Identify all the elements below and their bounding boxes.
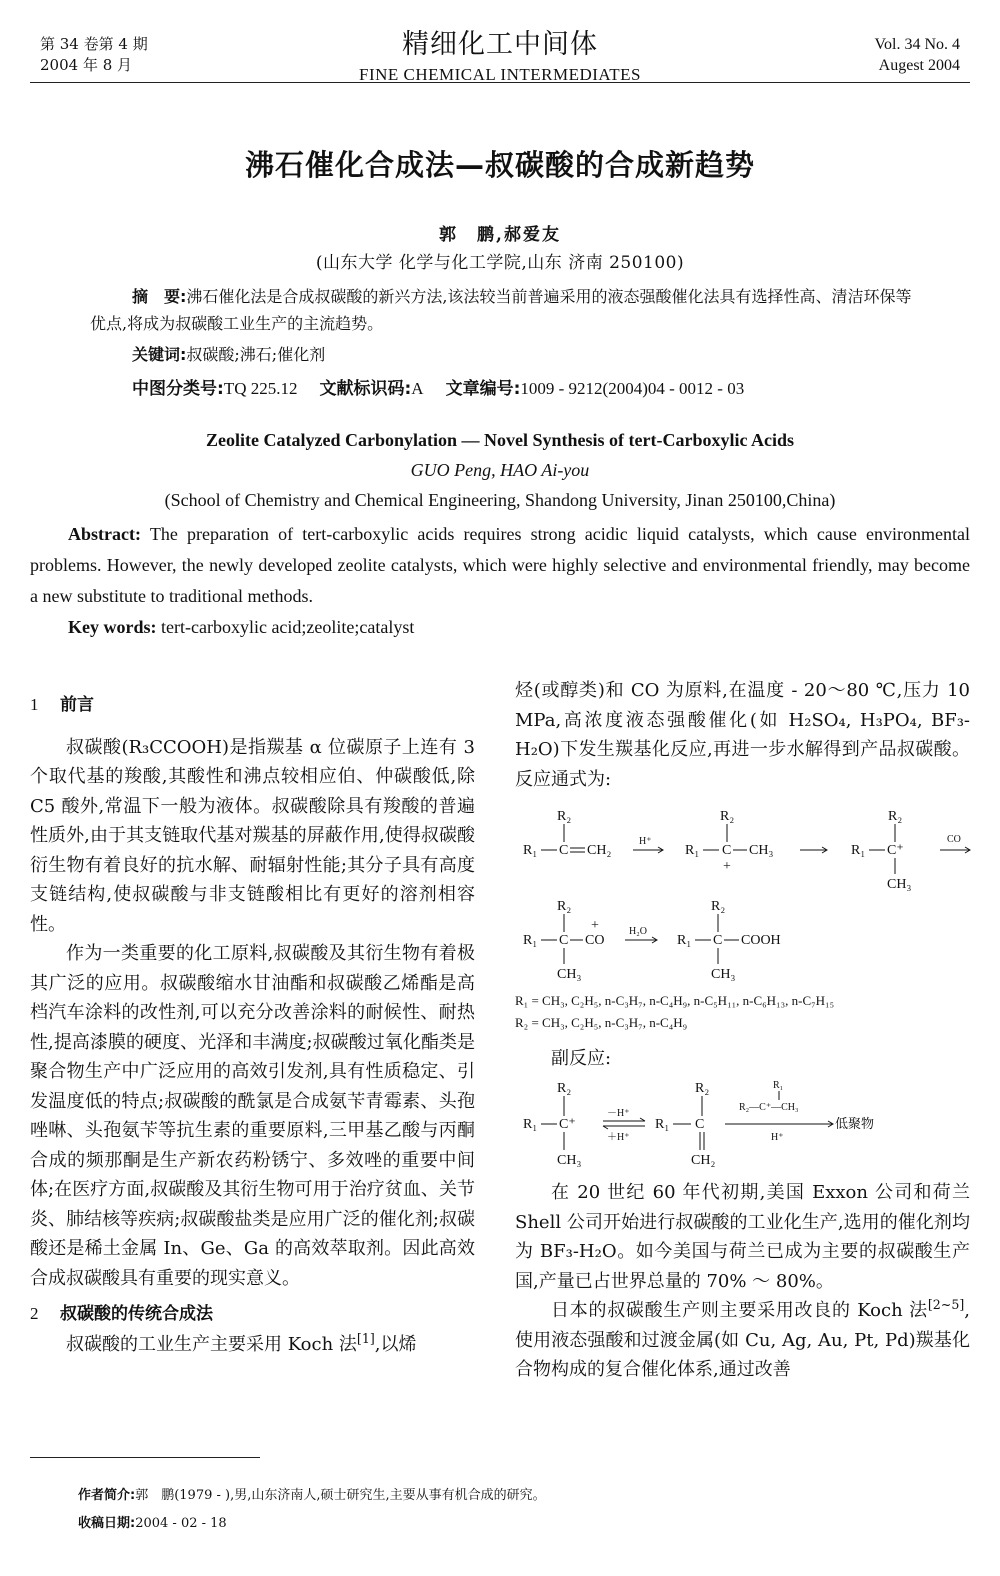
section-1-heading xyxy=(30,690,475,721)
mol1-c: C xyxy=(559,843,569,858)
eq-plus-h: ＋H⁺ xyxy=(607,1132,630,1143)
arrow3-co: CO xyxy=(947,834,961,845)
mol3-r2: R₂ xyxy=(888,809,903,824)
mol2-plus: + xyxy=(723,859,731,874)
journal-volume-cn xyxy=(40,34,148,76)
polymer-hplus: H⁺ xyxy=(771,1132,784,1143)
authors-cn: 郭 鹏,郝爱友 xyxy=(439,225,561,245)
side-mol2-c: C xyxy=(695,1117,705,1132)
right-paragraph-3 xyxy=(515,1296,970,1385)
mol2-c: C xyxy=(722,843,732,858)
mol4-ch3: CH₃ xyxy=(557,967,582,982)
mol5-c: C xyxy=(713,933,723,948)
classification-row xyxy=(132,374,744,399)
affiliation-en: (School of Chemistry and Chemical Engineering, Shandong University, Jinan 250100,China) xyxy=(164,490,836,510)
mol2-r2: R₂ xyxy=(720,809,735,824)
side-mol1-r1: R₁ xyxy=(523,1117,538,1132)
section-2-heading xyxy=(30,1299,475,1330)
clc-value: TQ 225.12 xyxy=(223,379,298,398)
section-2-title: 叔碳酸的传统合成法 xyxy=(60,1304,213,1324)
side-mol2-r1: R₁ xyxy=(655,1117,670,1132)
left-column xyxy=(30,690,475,1359)
mol2-ch3: CH₃ xyxy=(749,843,774,858)
mol3-r1: R₁ xyxy=(851,843,866,858)
main-reaction-scheme xyxy=(515,808,975,988)
footnote-divider xyxy=(30,1457,260,1458)
right-paragraph-1: 烃(或醇类)和 CO 为原料,在温度 - 20～80 ℃,压力 10 MPa,高浓度液态强酸催化(如 H₂SO₄, H₃PO₄, BF₃-H₂O)下发生羰基化反应,再进一步水解得到产品叔碳酸。反应通式为: xyxy=(515,680,970,790)
r2-definition: R₂ = CH₃, C₂H₅, n-C₃H₇, n-C₄H₉ xyxy=(515,1015,688,1030)
abstract-cn xyxy=(90,283,920,337)
mol4-r2: R₂ xyxy=(557,899,572,914)
keywords-en xyxy=(68,617,414,638)
section-1-title: 前言 xyxy=(60,695,94,715)
citation-ref-1: [1] xyxy=(356,1330,375,1346)
mol3-ch3: CH₃ xyxy=(887,877,912,892)
title-en: Zeolite Catalyzed Carbonylation — Novel Synthesis of tert-Carboxylic Acids xyxy=(206,430,794,450)
received-date xyxy=(78,1512,227,1531)
header-divider xyxy=(30,82,970,83)
mol3-cplus: C⁺ xyxy=(887,843,904,858)
side-reaction-label: 副反应: xyxy=(551,1048,612,1069)
journal-volume-en xyxy=(875,34,961,76)
side-mol1-r2: R₂ xyxy=(557,1081,572,1096)
page-title: 沸石催化合成法—叔碳酸的合成新趋势 xyxy=(244,148,755,182)
right-paragraph-3-text: 日本的叔碳酸生产则主要采用改良的 Koch 法 xyxy=(551,1300,928,1321)
mol5-r1: R₁ xyxy=(677,933,692,948)
r1-definition: R₁ = CH₃, C₂H₅, n-C₃H₇, n-C₄H₉, n-C₅H₁₁, n-C₆H₁₃, n-C₇H₁₅ xyxy=(515,993,835,1008)
section-1-number: 1 xyxy=(30,695,39,714)
article-number-value: 1009 - 9212(2004)04 - 0012 - 03 xyxy=(520,379,745,398)
author-bio-label: 作者简介: xyxy=(78,1488,136,1503)
eq-minus-h: －H⁺ xyxy=(607,1108,630,1119)
doc-code-label: 文献标识码: xyxy=(319,379,412,399)
keywords-en-text: tert-carboxylic acid;zeolite;catalyst xyxy=(156,617,415,637)
section-2-text-end: ,以烯 xyxy=(374,1333,417,1355)
abstract-en xyxy=(30,519,970,612)
affiliation-cn: (山东大学 化学与化工学院,山东 济南 250100) xyxy=(315,253,685,273)
mol5-ch3: CH₃ xyxy=(711,967,736,982)
received-date-label: 收稿日期: xyxy=(78,1516,136,1531)
author-bio xyxy=(78,1484,546,1503)
clc-label: 中图分类号: xyxy=(132,379,224,399)
section-1-paragraph-2: 作为一类重要的化工原料,叔碳酸及其衍生物有着极其广泛的应用。叔碳酸缩水甘油酯和叔碳酸乙烯酯是高档汽车涂料的改性剂,可以充分改善涂料的耐候性、耐热性,提高漆膜的硬度、光泽和丰满度;叔碳酸过氧化酯类是聚合物生产中广泛应用的高效引发剂,具有性质稳定、引发温度低的特点;叔碳酸的酰氯是合成氨苄青霉素、头孢唑啉、头孢氨苄等抗生素的重要原料,三甲基乙酸与丙酮合成的频那酮是生产新农药粉锈宁、多效唑的重要中间体;在医疗方面,叔碳酸及其衍生物可用于治疗贫血、关节炎、肺结核等疾病;叔碳酸盐类是应用广泛的催化剂;叔碳酸还是稀土金属 In、Ge、Ga 的高效萃取剂。因此高效合成叔碳酸具有重要的现实意义。 xyxy=(30,943,475,1289)
side-mol1-cplus: C⁺ xyxy=(559,1117,576,1132)
polymer-product: 低聚物 xyxy=(835,1117,875,1132)
abstract-en-text: The preparation of tert-carboxylic acids requires strong acidic liquid catalysts, which cause environmental problems. However, the newly developed zeolite catalysts, which were highly selective and environmental friendly, may become a new substitute to traditional methods. xyxy=(30,524,970,606)
abstract-cn-label: 摘 要: xyxy=(132,287,187,306)
substituent-definitions xyxy=(515,990,834,1034)
keywords-cn-label: 关键词: xyxy=(132,345,187,364)
section-2-number: 2 xyxy=(30,1304,39,1323)
right-column-lower xyxy=(515,1178,970,1385)
received-date-value: 2004 - 02 - 18 xyxy=(135,1516,227,1531)
mol1-ch2: CH₂ xyxy=(587,843,612,858)
side-mol1-ch3: CH₃ xyxy=(557,1153,582,1168)
doc-code-value: A xyxy=(411,379,424,398)
reagent-r1: R₁ xyxy=(773,1080,784,1091)
side-reaction-scheme xyxy=(515,1076,975,1176)
mol5-cooh: COOH xyxy=(741,933,781,948)
journal-name xyxy=(300,22,700,85)
keywords-cn-text: 叔碳酸;沸石;催化剂 xyxy=(186,345,326,364)
reagent-formula: R₂—C⁺—CH₃ xyxy=(739,1102,799,1113)
volume-issue-cn: 第 34 卷第 4 期 xyxy=(40,35,148,53)
right-paragraph-3-text-end: ,使用液态强酸和过渡金属(如 Cu, Ag, Au, Pt, Pd)羰基化合物构成的复合催化体系,通过改善 xyxy=(515,1300,970,1380)
side-mol2-ch2: CH₂ xyxy=(691,1153,716,1168)
arrow1-hplus: H⁺ xyxy=(639,836,652,847)
section-1-paragraph-1: 叔碳酸(R₃CCOOH)是指羰基 α 位碳原子上连有 3 个取代基的羧酸,其酸性和沸点较相应伯、仲碳酸低,除 C5 酸外,常温下一般为液体。叔碳酸除具有羧酸的普遍性质外,由于其支链取代基对羰基的屏蔽作用,使得叔碳酸衍生物有着良好的抗水解、耐辐射性能;其分子具有高度支链结构,使叔碳酸与非支链酸相比有更好的溶剂相容性。 xyxy=(30,736,475,935)
article-number-label: 文章编号: xyxy=(445,379,521,399)
abstract-en-label: Abstract: xyxy=(68,524,141,544)
right-column xyxy=(515,676,970,794)
keywords-en-label: Key words: xyxy=(68,617,157,637)
section-2-paragraph-1 xyxy=(30,1330,475,1360)
mol5-r2: R₂ xyxy=(711,899,726,914)
mol1-r2: R₂ xyxy=(557,809,572,824)
citation-ref-2-5: [2~5] xyxy=(927,1297,965,1313)
authors-en: GUO Peng, HAO Ai-you xyxy=(410,460,590,480)
side-mol2-r2: R₂ xyxy=(695,1081,710,1096)
right-paragraph-2: 在 20 世纪 60 年代初期,美国 Exxon 公司和荷兰 Shell 公司开始进行叔碳酸的工业化生产,选用的催化剂均为 BF₃-H₂O。如今美国与荷兰已成为主要的叔碳酸生产国,产量已占世界总量的 70% ～ 80%。 xyxy=(515,1182,970,1292)
mol4-r1: R₁ xyxy=(523,933,538,948)
date-en: Augest 2004 xyxy=(878,57,960,74)
section-2-text: 叔碳酸的工业生产主要采用 Koch 法 xyxy=(66,1333,357,1355)
mol1-r1: R₁ xyxy=(523,843,538,858)
author-bio-text: 郭 鹏(1979 - ),男,山东济南人,硕士研究生,主要从事有机合成的研究。 xyxy=(135,1488,546,1503)
mol2-r1: R₁ xyxy=(685,843,700,858)
mol4-co: CO xyxy=(585,933,605,948)
date-cn: 2004 年 8 月 xyxy=(40,56,133,74)
volume-issue-en: Vol. 34 No. 4 xyxy=(874,36,960,53)
journal-name-en: FINE CHEMICAL INTERMEDIATES xyxy=(358,65,642,84)
arrow4-h2o: H₂O xyxy=(629,926,647,937)
mol4-c: C xyxy=(559,933,569,948)
keywords-cn xyxy=(132,342,325,365)
journal-name-cn: 精细化工中间体 xyxy=(402,29,598,60)
mol4-plus: + xyxy=(591,918,599,933)
abstract-cn-text: 沸石催化法是合成叔碳酸的新兴方法,该法较当前普遍采用的液态强酸催化法具有选择性高、清洁环保等优点,将成为叔碳酸工业生产的主流趋势。 xyxy=(90,287,912,333)
